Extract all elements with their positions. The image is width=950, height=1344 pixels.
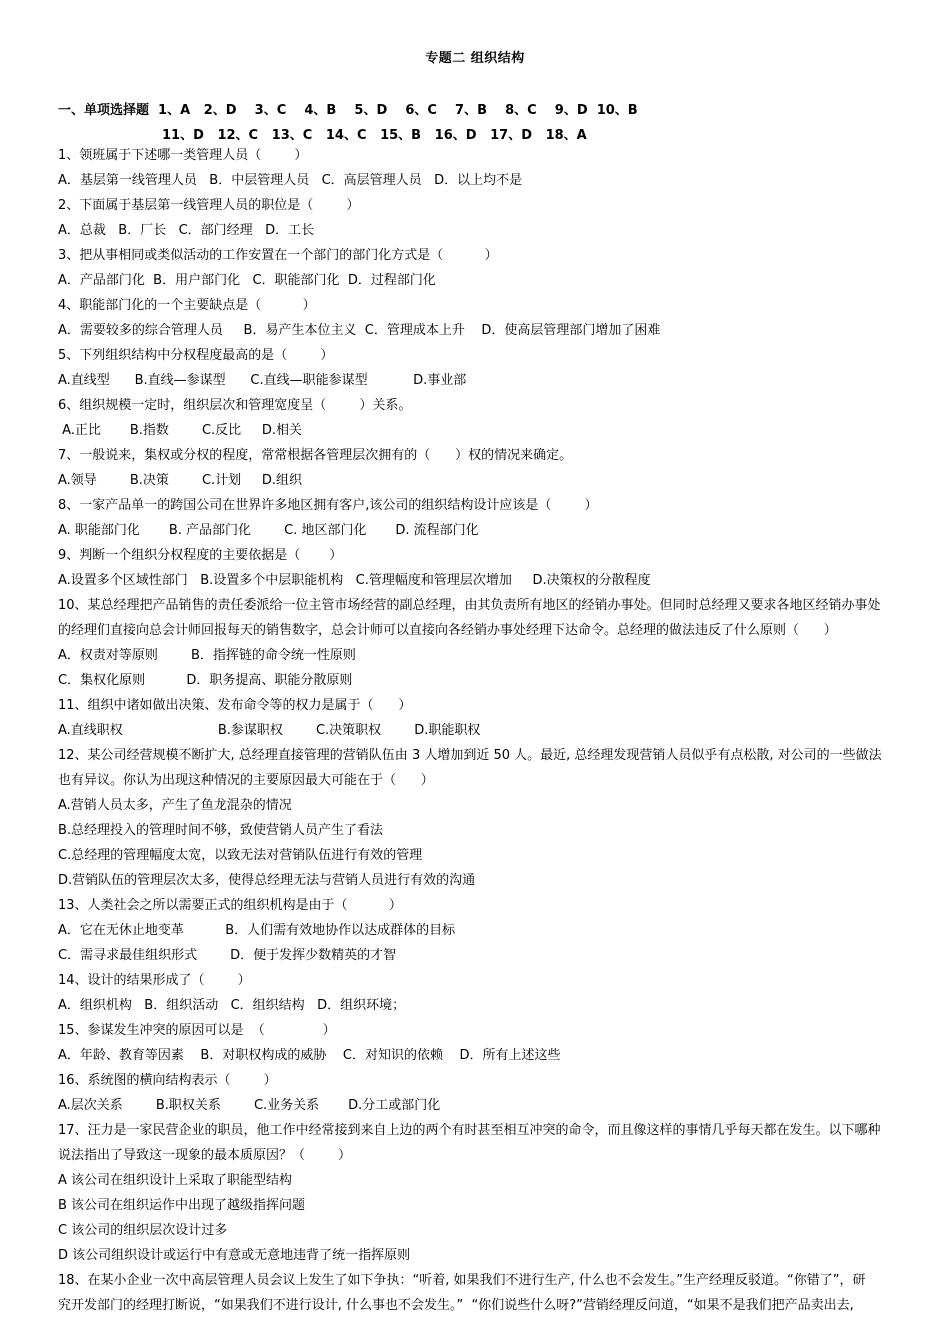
answer-key	[58, 98, 638, 148]
text-line: 18、在某小企业一次中高层管理人员会议上发生了如下争执：“听着, 如果我们不进行生产, 什么也不会发生。”生产经理反驳道。“你错了”，研	[58, 1273, 866, 1288]
text-line: D.营销队伍的管理层次太多，使得总经理无法与营销人员进行有效的沟通	[58, 873, 476, 888]
text-line: A.层次关系 B.职权关系 C.业务关系 D.分工或部门化	[58, 1098, 441, 1113]
text-line: A.领导 B.决策 C.计划 D.组织	[58, 473, 302, 488]
text-line: A．权责对等原则 B．指挥链的命令统一性原则	[58, 648, 356, 663]
text-line: C 该公司的组织层次设计过多	[58, 1223, 228, 1238]
text-line: A．总裁 B．厂长 C．部门经理 D．工长	[58, 223, 315, 238]
text-line: 4、职能部门化的一个主要缺点是（ ）	[58, 298, 316, 313]
text-line: A.设置多个区域性部门 B.设置多个中层职能机构 C.管理幅度和管理层次增加 D.决策权的分散程度	[58, 573, 651, 588]
text-line: C.总经理的管理幅度太宽，以致无法对营销队伍进行有效的管理	[58, 848, 423, 863]
text-line: 12、某公司经营规模不断扩大, 总经理直接管理的营销队伍由 3 人增加到近 50 人。最近, 总经理发现营销人员似乎有点松散, 对公司的一些做法	[58, 748, 882, 763]
text-line: 15、参谋发生冲突的原因可以是 （ ）	[58, 1023, 336, 1038]
question-list	[58, 143, 908, 1318]
text-line: 也有异议。你认为出现这种情况的主要原因最大可能在于（ ）	[58, 773, 434, 788]
text-line: A.直线型 B.直线—参谋型 C.直线—职能参谋型 D.事业部	[58, 373, 467, 388]
text-line: A．组织机构 B．组织活动 C．组织结构 D．组织环境；	[58, 998, 406, 1013]
text-line: C．需寻求最佳组织形式 D．便于发挥少数精英的才智	[58, 948, 397, 963]
answer-key-row-2: 11、D 12、C 13、C 14、C 15、B 16、D 17、D 18、A	[162, 128, 587, 143]
text-line: A.直线职权 B.参谋职权 C.决策职权 D.职能职权	[58, 723, 481, 738]
text-line: A．产品部门化 B．用户部门化 C．职能部门化 D．过程部门化	[58, 273, 436, 288]
text-line: 7、一般说来，集权或分权的程度，常常根据各管理层次拥有的（ ）权的情况来确定。	[58, 448, 573, 463]
text-line: 究开发部门的经理打断说，“如果我们不进行设计, 什么事也不会发生。” “你们说些什么呀?”营销经理反问道，“如果不是我们把产品卖出去,	[58, 1298, 854, 1313]
text-line: 1、领班属于下述哪一类管理人员（ ）	[58, 148, 308, 163]
text-line: D 该公司组织设计或运行中有意或无意地违背了统一指挥原则	[58, 1248, 411, 1263]
text-line: B 该公司在组织运作中出现了越级指挥问题	[58, 1198, 306, 1213]
text-line: A．需要较多的综合管理人员 B．易产生本位主义 C．管理成本上升 D．使高层管理部门增加了困难	[58, 323, 661, 338]
text-line: C．集权化原则 D．职务提高、职能分散原则	[58, 673, 353, 688]
text-line: 3、把从事相同或类似活动的工作安置在一个部门的部门化方式是（ ）	[58, 248, 498, 263]
text-line: 的经理们直接向总会计师回报每天的销售数字，总会计师可以直接向各经销办事处经理下达命令。总经理的做法违反了什么原则（ ）	[58, 623, 837, 638]
text-line: A.营销人员太多，产生了鱼龙混杂的情况	[58, 798, 292, 813]
text-line: 13、人类社会之所以需要正式的组织机构是由于（ ）	[58, 898, 402, 913]
text-line: 11、组织中诸如做出决策、发布命令等的权力是属于（ ）	[58, 698, 412, 713]
text-line: 6、组织规模一定时，组织层次和管理宽度呈（ ）关系。	[58, 398, 412, 413]
text-line: 5、下列组织结构中分权程度最高的是（ ）	[58, 348, 334, 363]
text-line: 16、系统图的横向结构表示（ ）	[58, 1073, 277, 1088]
text-line: 14、设计的结果形成了（ ）	[58, 973, 251, 988]
text-line: A．基层第一线管理人员 B．中层管理人员 C．高层管理人员 D．以上均不是	[58, 173, 523, 188]
text-line: 9、判断一个组织分权程度的主要依据是（ ）	[58, 548, 343, 563]
text-line: A．年龄、教育等因素 B．对职权构成的威胁 C．对知识的依赖 D．所有上述这些	[58, 1048, 561, 1063]
text-line: 说法指出了导致这一现象的最本质原因？（ ）	[58, 1148, 352, 1163]
text-line: A.正比 B.指数 C.反比 D.相关	[58, 423, 302, 438]
text-line: 2、下面属于基层第一线管理人员的职位是（ ）	[58, 198, 360, 213]
page-title: 专题二 组织结构	[425, 51, 525, 66]
text-line: A 该公司在组织设计上采取了职能型结构	[58, 1173, 293, 1188]
text-line: 17、汪力是一家民营企业的职员，他工作中经常接到来自上边的两个有时甚至相互冲突的命令，而且像这样的事情几乎每天都在发生。以下哪种	[58, 1123, 881, 1138]
text-line: 10、某总经理把产品销售的责任委派给一位主管市场经营的副总经理，由其负责所有地区的经销办事处。但同时总经理又要求各地区经销办事处	[58, 598, 881, 613]
text-line: 8、一家产品单一的跨国公司在世界许多地区拥有客户,该公司的组织结构设计应该是（ ）	[58, 498, 598, 513]
answer-key-row-1: 一、单项选择题 1、A 2、D 3、C 4、B 5、D 6、C 7、B 8、C 9、D 10、B	[58, 103, 638, 118]
text-line: B.总经理投入的管理时间不够，致使营销人员产生了看法	[58, 823, 384, 838]
text-line: A．它在无休止地变革 B．人们需有效地协作以达成群体的目标	[58, 923, 456, 938]
text-line: A. 职能部门化 B. 产品部门化 C. 地区部门化 D. 流程部门化	[58, 523, 479, 538]
